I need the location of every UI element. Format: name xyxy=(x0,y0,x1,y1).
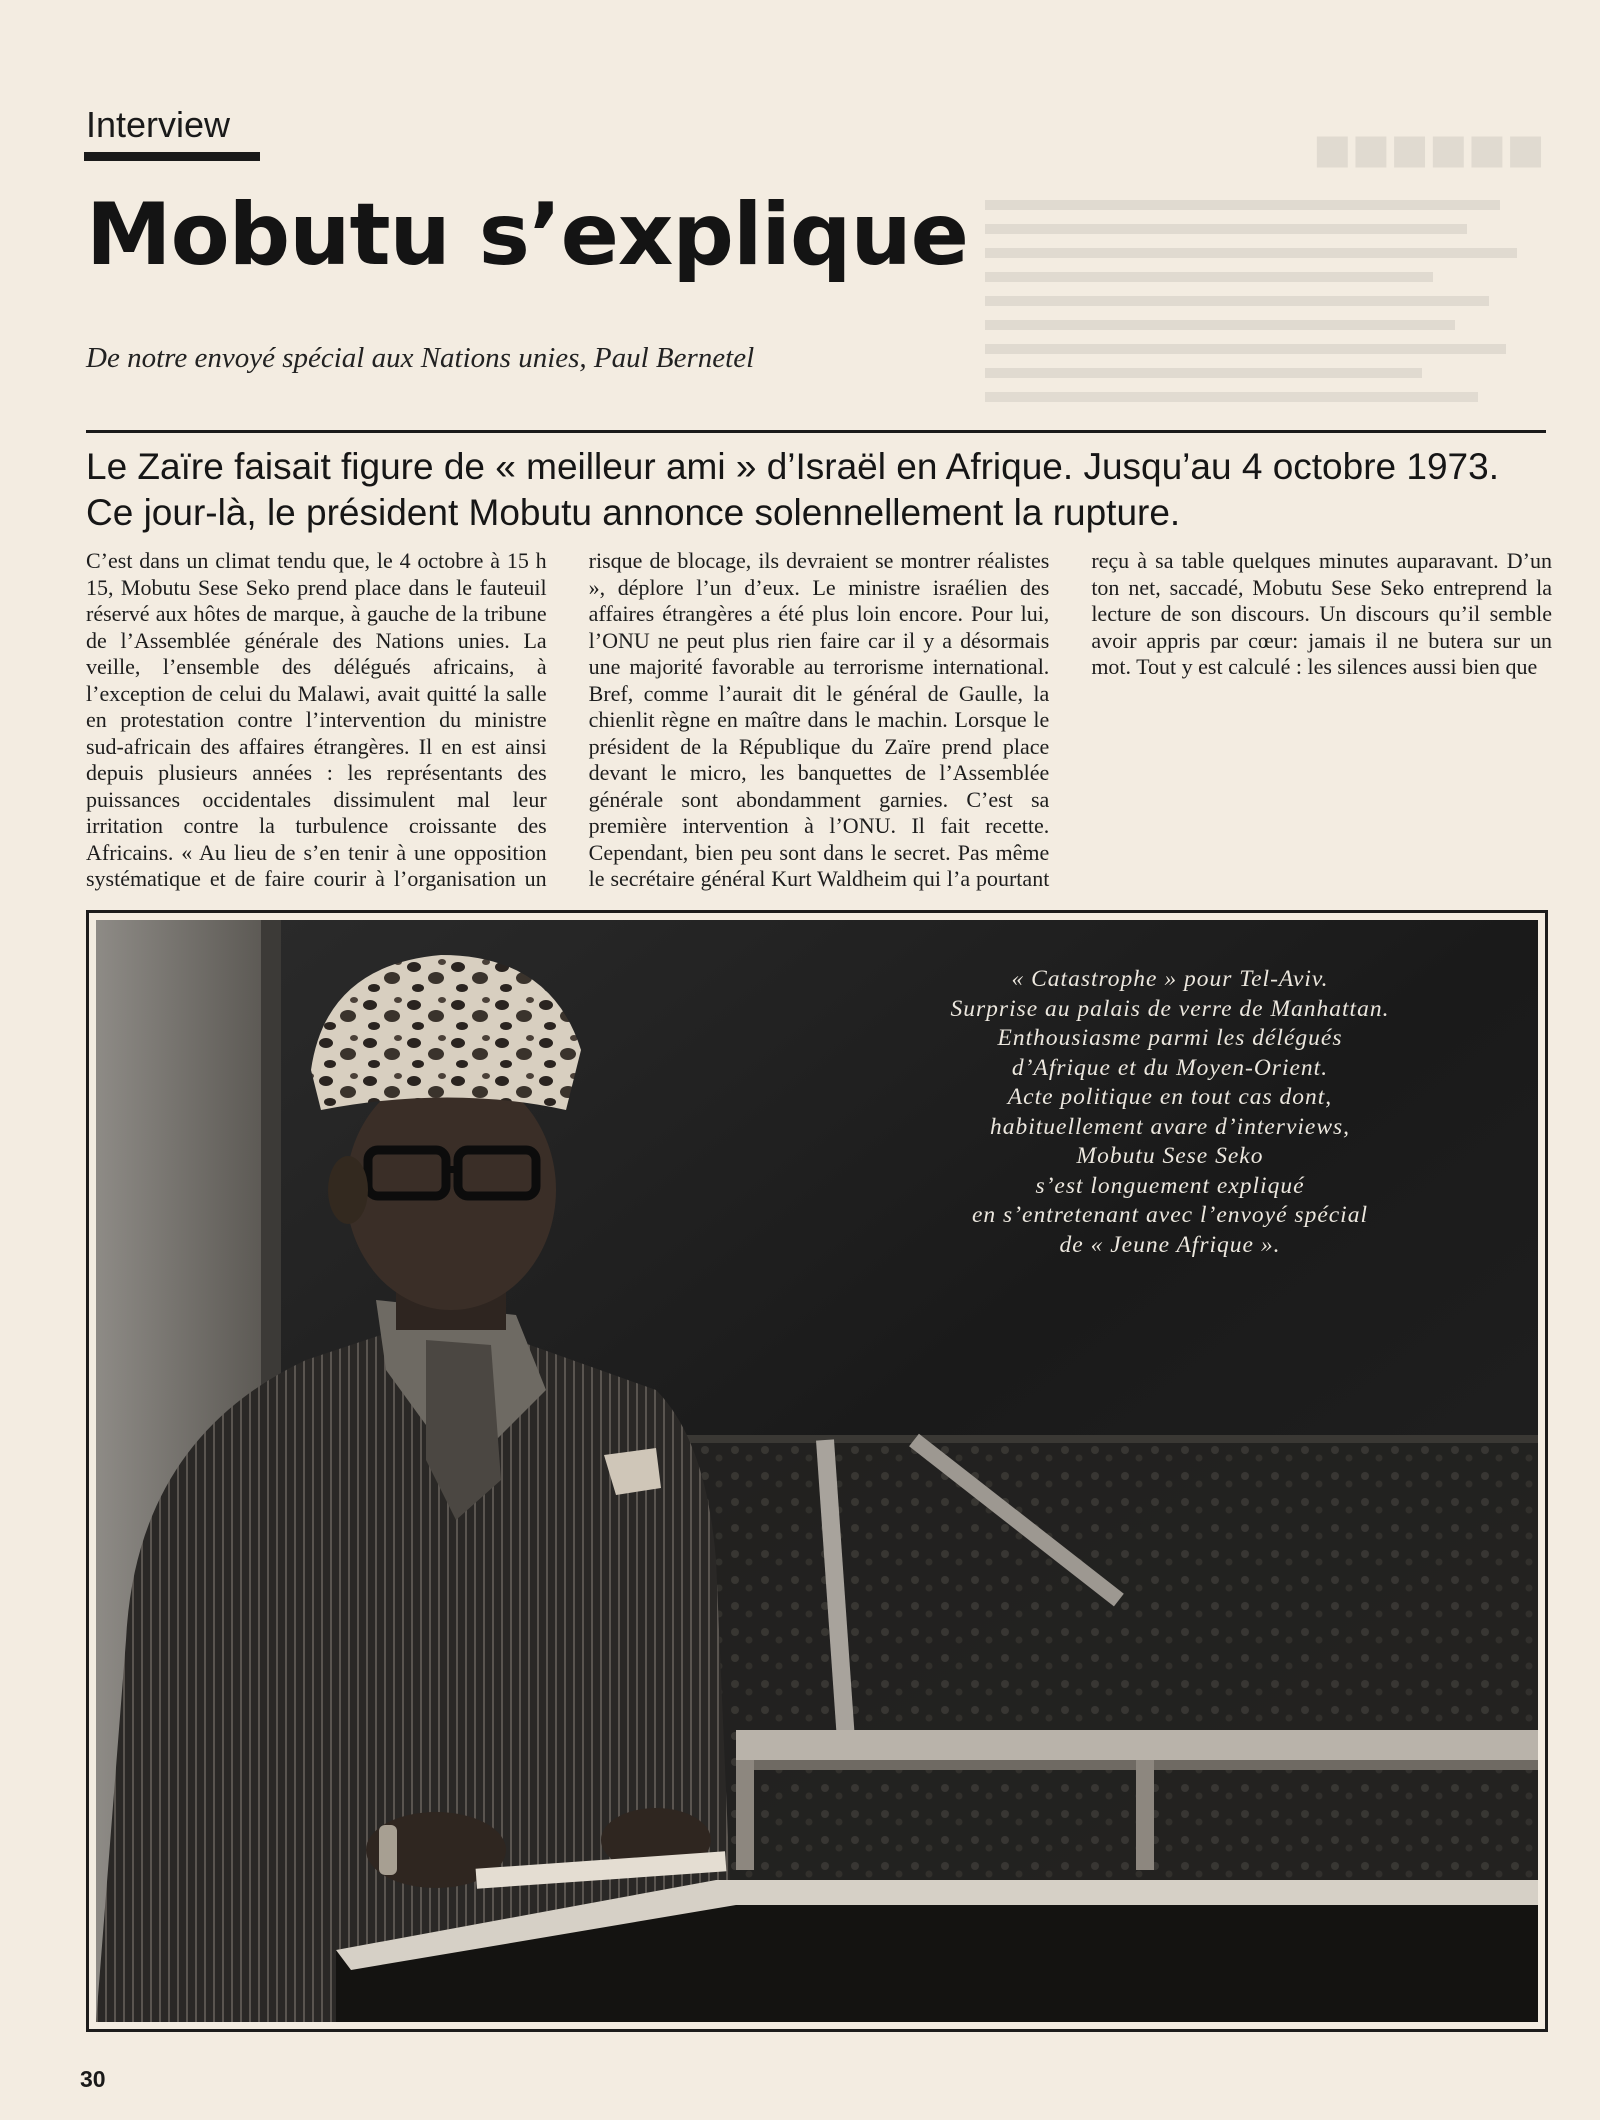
caption-line: « Catastrophe » pour Tel-Aviv. xyxy=(1011,966,1329,992)
article-headline: Mobutu s’explique xyxy=(86,185,969,285)
section-label: Interview xyxy=(86,104,231,145)
caption-line: Acte politique en tout cas dont, xyxy=(1007,1084,1333,1110)
article-byline: De notre envoyé spécial aux Nations unies, Paul Bernetel xyxy=(86,342,755,374)
caption-line: habituellement avare d’interviews, xyxy=(989,1113,1351,1140)
headline-rule xyxy=(86,430,1546,433)
article-standfirst: Le Zaïre faisait figure de « meilleur ami » d’Israël en Afrique. Jusqu’au 4 octobre 1973. Ce jour-là, le président Mobutu annonce solennellement la rupture. xyxy=(86,446,1499,533)
photo-caption xyxy=(890,965,1450,1260)
body-text: C’est dans un climat tendu que, le 4 octobre à 15 h 15, Mobutu Sese Seko prend place dans le fauteuil réservé aux hôtes de marque, à gauche de la tribune de l’Assemblée générale des Nations unies. La veille, l’ensemble des délégués africains, à l’exception de celui du Malawi, avait quitté la salle en protestation contre l’intervention du ministre sud-africain des affaires étrangères. Il en est ainsi depuis plusieurs années : les représentants des puissances occidentales dissimulent mal leur irritation contre la turbulence croissante des Africains. « Au lieu de s’en tenir à une opposition systématique et de faire courir à l’organisation un risque de blocage, ils devraient se montrer réalistes », déplore l’un d’eux. Le ministre israélien des affaires étrangères a été plus loin encore. Pour lui, l’ONU ne peut plus rien faire car il y a désormais une majorité favorable au terrorisme international. Bref, comme l’aurait dit le général de Gaulle, la chienlit règne en maître dans le machin. Lorsque le président de la République du Zaïre prend place devant le micro, les banquettes de l’Assemblée générale sont abondamment garnies. C’est sa première intervention à l’ONU. Il fait recette. Cependant, bien peu sont dans le secret. Pas même le secrétaire général Kurt Waldheim qui l’a pourtant reçu à sa table quelques minutes auparavant. D’un ton net, saccadé, Mobutu Sese Seko entreprend la lecture de son discours. Un discours qu’il semble avoir appris par cœur: jamais il ne butera sur un mot. Tout y est calculé : les silences aussi bien que xyxy=(86,548,1552,891)
caption-line: de « Jeune Afrique ». xyxy=(1059,1231,1281,1258)
caption-line: Enthousiasme parmi les délégués xyxy=(997,1025,1343,1051)
page-number: 30 xyxy=(80,2066,106,2092)
caption-line: d’Afrique et du Moyen-Orient. xyxy=(1011,1054,1329,1081)
caption-line: s’est longuement expliqué xyxy=(1035,1172,1305,1199)
caption-line: en s’entretenant avec l’envoyé spécial xyxy=(972,1202,1368,1228)
caption-line: Surprise au palais de verre de Manhattan. xyxy=(950,995,1390,1022)
section-underline xyxy=(84,152,260,161)
show-through-reverse-page: ■■■■■■ xyxy=(985,112,1545,512)
article-body xyxy=(86,548,1552,896)
caption-line: Mobutu Sese Seko xyxy=(1076,1143,1264,1169)
